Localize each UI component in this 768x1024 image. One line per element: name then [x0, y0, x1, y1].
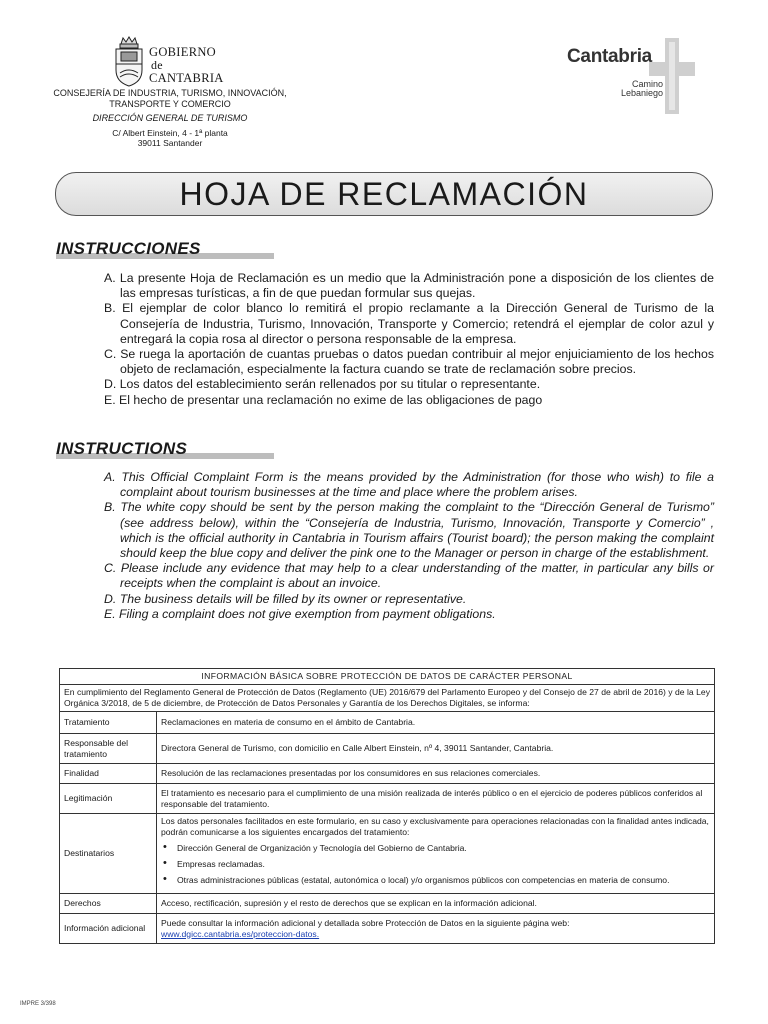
destinatarios-list [161, 843, 710, 886]
table-row [60, 914, 715, 944]
instructions-heading: INSTRUCTIONS [56, 439, 188, 458]
row-label: Legitimación [60, 784, 157, 814]
gov-line-1: GOBIERNO [149, 45, 216, 59]
list-item: D. Los datos del establecimiento serán rellenados por su titular o representante. [104, 377, 541, 392]
consejeria-line-1: CONSEJERÍA DE INDUSTRIA, TURISMO, INNOVACIÓN, [53, 88, 287, 98]
cantabria-lebaniego-logo [565, 38, 695, 114]
data-protection-table [59, 668, 715, 944]
list-item: C. Se ruega la aportación de cuantas pruebas o datos puedan contribuir al mejor enjuiciamiento de los hechos objeto de reclamación, especialmente la factura cuando se trate de reclamación sobre precios. [104, 347, 714, 377]
table-row [60, 814, 715, 894]
table-row [60, 685, 715, 712]
list-item: B. El ejemplar de color blanco lo remitirá el propio reclamante a la Dirección General de Turismo de la Consejería de Industria, Turismo, Innovación, Transporte y Comercio; retendrá el ejemplar de color azul y entregará la copia rosa al director o persona responsable de la empresa. [104, 301, 714, 346]
row-label: Información adicional [60, 914, 157, 944]
gov-line-2: de [151, 58, 163, 72]
instructions-list [104, 470, 714, 622]
office-address [40, 128, 300, 148]
table-row [60, 712, 715, 734]
list-item: B. The white copy should be sent by the person making the complaint to the “Dirección General de Turismo” (see address below), within the “Consejería de Industria, Turismo, Innovación, Transporte y Comercio” , which is the official authority in Cantabria in Tourism affairs (Tourist board); the person making the complaint should keep the blue copy and deliver the pink one to the Manager or person in charge of the establishment. [104, 500, 714, 561]
cantabria-logo-text: Cantabria [567, 46, 652, 67]
instrucciones-heading: INSTRUCCIONES [56, 239, 201, 258]
row-value: Directora General de Turismo, con domicilio en Calle Albert Einstein, nº 4, 39011 Santander, Cantabria. [157, 734, 715, 764]
address-line-2: 39011 Santander [137, 138, 203, 148]
row-value: Acceso, rectificación, supresión y el resto de derechos que se explican en la información adicional. [157, 894, 715, 914]
table-row [60, 669, 715, 685]
table-row [60, 734, 715, 764]
row-value: El tratamiento es necesario para el cumplimiento de una misión realizada de interés público o en el ejercicio de poderes públicos conferidos al responsable del tratamiento. [157, 784, 715, 814]
list-item: C. Please include any evidence that may help to a clear understanding of the matter, in particular any bills or receipts when the complaint is about an invoice. [104, 561, 714, 591]
list-item: E. Filing a complaint does not give exemption from payment obligations. [104, 606, 496, 621]
data-protection-link[interactable]: www.dgicc.cantabria.es/proteccion-datos. [161, 928, 320, 939]
row-label: Finalidad [60, 764, 157, 784]
list-item: • Empresas reclamadas. [161, 859, 710, 870]
logo-subtitle [617, 80, 663, 98]
row-label: Tratamiento [60, 712, 157, 734]
instrucciones-list [104, 271, 714, 408]
consejeria-line-2: TRANSPORTE Y COMERCIO [109, 99, 231, 109]
row-label: Derechos [60, 894, 157, 914]
government-name [149, 46, 224, 85]
row-label: Destinatarios [60, 814, 157, 894]
destinatarios-text: Los datos personales facilitados en este formulario, en su caso y exclusivamente para operaciones relacionadas con la finalidad antes indicada, podrán comunicarse a los siguientes encargados del tratamiento: [161, 816, 709, 837]
row-value-destinatarios [157, 814, 715, 894]
address-line-1: C/ Albert Einstein, 4 - 1ª planta [112, 128, 228, 138]
list-item: • Dirección General de Organización y Tecnología del Gobierno de Cantabria. [161, 843, 710, 854]
row-value: Resolución de las reclamaciones presentadas por los consumidores en sus relaciones comerciales. [157, 764, 715, 784]
document-title-banner [55, 172, 713, 216]
logo-sub-2: Lebaniego [620, 88, 663, 98]
row-value [157, 914, 715, 944]
data-protection-intro: En cumplimiento del Reglamento General de Protección de Datos (Reglamento (UE) 2016/679 del Parlamento Europeo y del Consejo de 27 de abril de 2016) y de la Ley Orgánica 3/2018, de 5 de diciembre, de Protección de Datos Personales y Garantía de los Derechos Digitales, se informa: [60, 685, 715, 712]
table-row [60, 784, 715, 814]
document-title: HOJA DE RECLAMACIÓN [179, 176, 589, 212]
table-row [60, 764, 715, 784]
list-item: • Otras administraciones públicas (estatal, autonómica o local) y/o organismos públicos con competencias en materia de consumo. [161, 875, 710, 886]
government-crest-icon [112, 36, 146, 88]
direccion-general: DIRECCIÓN GENERAL DE TURISMO [92, 113, 248, 123]
data-protection-heading: INFORMACIÓN BÁSICA SOBRE PROTECCIÓN DE DATOS DE CARÁCTER PERSONAL [60, 669, 715, 685]
consejeria-name [40, 88, 300, 110]
list-item: A. This Official Complaint Form is the means provided by the Administration (for those who wish) to file a complaint about tourism businesses at the time and place where the problem arises. [104, 470, 714, 500]
list-item: D. The business details will be filled by its owner or representative. [104, 591, 467, 606]
info-adicional-text: Puede consultar la información adicional y detallada sobre Protección de Datos en la siguiente página web: [161, 917, 570, 928]
gov-line-3: CANTABRIA [149, 71, 224, 85]
row-value: Reclamaciones en materia de consumo en el ámbito de Cantabria. [157, 712, 715, 734]
form-code: IMPRE 3/398 [20, 1001, 56, 1007]
list-item: E. El hecho de presentar una reclamación no exime de las obligaciones de pago [104, 392, 543, 407]
logo-sub-1: Camino [631, 79, 663, 89]
table-row [60, 894, 715, 914]
row-label: Responsable del tratamiento [60, 734, 157, 764]
list-item: A. La presente Hoja de Reclamación es un medio que la Administración pone a disposición de los clientes de las empresas turísticas, a fin de que puedan formular sus quejas. [104, 271, 714, 301]
